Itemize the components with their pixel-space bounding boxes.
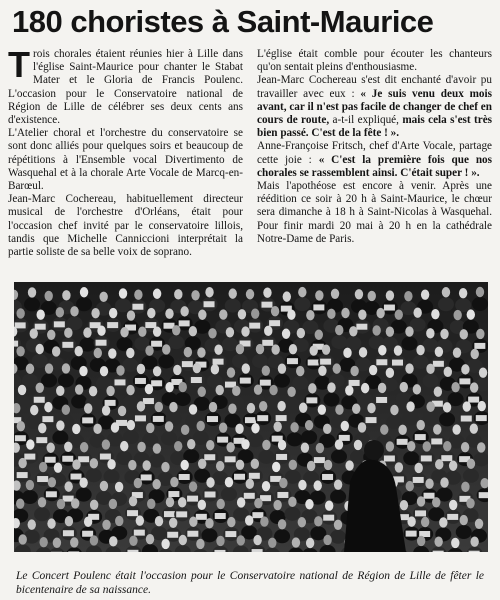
paragraph-quote-cochereau <box>257 74 492 140</box>
paragraph-cochereau: Jean-Marc Cochereau, habituellement directeur musical de l'orchestre d'Orléans, était pour l'occasion chef invité par le conservatoire lillois, tandis que Michelle Canniccioni interprétait la partie soliste de sa belle voix de soprano. <box>8 193 243 259</box>
paragraph-quote-fritsch <box>257 140 492 180</box>
quote-fritsch-bold: « C'est la première fois que nos chorales se rassemblent ainsi. C'était super ! ». <box>257 153 492 179</box>
quote-intro: Jean-Marc Cochereau s'est dit enchanté d'avoir pu travailler avec eux : <box>257 74 492 100</box>
quote-bold-2: mais cela s'est très bien passé. C'est de la fête ! ». <box>257 114 492 140</box>
choir-photo-drawing <box>14 282 488 552</box>
quote-fritsch-intro: Anne-Françoise Fritsch, chef d'Arte Vocale, partage cette joie : <box>257 140 492 166</box>
drop-cap: T <box>8 48 30 85</box>
photo-caption: Le Concert Poulenc était l'occasion pour le Conservatoire national de Région de Lille de fêter le bicentenaire de sa naissance. <box>16 569 484 596</box>
headline: 180 choristes à Saint-Maurice <box>12 4 434 39</box>
choir-photo <box>14 282 488 552</box>
left-column <box>8 48 243 278</box>
right-column <box>257 48 492 278</box>
paragraph-atelier: L'Atelier choral et l'orchestre du conservatoire se sont donc alliés pour quelques soirs et beaucoup de répétitions à l'Ensemble vocal Divertimento de Wasquehal et à la chorale Arte Vocale de Marcq-en-Barœul. <box>8 127 243 193</box>
paragraph-eglise: L'église était comble pour écouter les chanteurs qu'on sentait pleins d'enthousiasme. <box>257 48 492 74</box>
paragraph-intro <box>8 48 243 127</box>
paragraph-apotheose: Mais l'apothéose est encore à venir. Après une réédition ce soir à 20 h à Saint-Maurice, le chœur sera dimanche à 18 h à Saint-Nicolas à Wasquehal. Pour finir mardi 20 mai à 20 h en la cathédrale Notre-Dame de Paris. <box>257 180 492 245</box>
quote-mid: a-t-il expliqué, <box>329 114 403 127</box>
article-columns <box>8 48 492 278</box>
quote-bold-1: « Je suis venu deux mois avant, car il n'est pas facile de changer de chef en cours de route, <box>257 87 492 127</box>
paragraph-intro-text: rois chorales étaient réunies hier à Lille dans l'église Saint-Maurice pour chanter le Stabat Mater et le Gloria de Francis Poulenc. L'occasion pour le Conservatoire national de Région de Lille de célébrer ses deux cents ans d'existence. <box>8 48 243 127</box>
